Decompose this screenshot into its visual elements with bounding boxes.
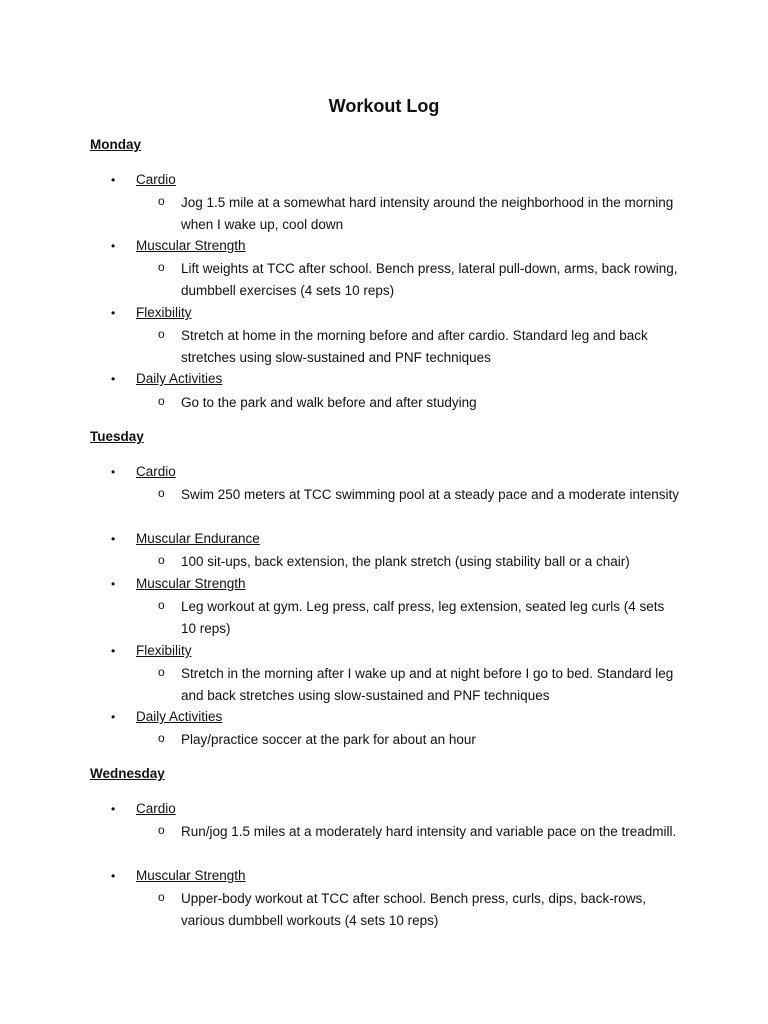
day-heading-monday: Monday	[90, 137, 142, 152]
sub-bullet-icon: o	[158, 327, 165, 341]
bullet-icon: •	[111, 577, 116, 591]
activity-detail: Swim 250 meters at TCC swimming pool at a steady pace and a moderate intensity	[181, 487, 679, 502]
category-label: Flexibility	[136, 305, 192, 320]
bullet-icon: •	[111, 802, 116, 816]
category-label: Muscular Strength	[136, 576, 246, 591]
sub-bullet-icon: o	[158, 731, 165, 745]
category-label: Flexibility	[136, 643, 192, 658]
activity-detail: Stretch in the morning after I wake up and at night before I go to bed. Standard leg and back stretches using slow-sustained and PNF techniques	[181, 666, 674, 704]
sub-bullet-icon: o	[158, 598, 165, 612]
sub-bullet-icon: o	[158, 194, 165, 208]
day-heading-wednesday: Wednesday	[90, 766, 165, 781]
sub-bullet-icon: o	[158, 823, 165, 837]
activity-detail: Leg workout at gym. Leg press, calf press, leg extension, seated leg curls (4 sets 10 reps)	[181, 599, 665, 637]
bullet-icon: •	[111, 710, 116, 724]
bullet-icon: •	[111, 465, 116, 479]
category-label: Cardio	[136, 172, 176, 187]
activity-detail: Lift weights at TCC after school. Bench press, lateral pull-down, arms, back rowing, dumbbell exercises (4 sets 10 reps)	[181, 261, 678, 299]
category-label: Cardio	[136, 464, 176, 479]
activity-detail: Stretch at home in the morning before and after cardio. Standard leg and back stretches using slow-sustained and PNF techniques	[181, 328, 648, 366]
bullet-icon: •	[111, 306, 116, 320]
activity-detail: Play/practice soccer at the park for about an hour	[181, 732, 476, 747]
day-heading-tuesday: Tuesday	[90, 429, 144, 444]
sub-bullet-icon: o	[158, 394, 165, 408]
category-label: Daily Activities	[136, 709, 223, 724]
bullet-icon: •	[111, 239, 116, 253]
activity-detail: 100 sit-ups, back extension, the plank stretch (using stability ball or a chair)	[181, 554, 630, 569]
category-label: Muscular Strength	[136, 238, 246, 253]
category-label: Cardio	[136, 801, 176, 816]
sub-bullet-icon: o	[158, 260, 165, 274]
activity-detail: Jog 1.5 mile at a somewhat hard intensity around the neighborhood in the morning when I wake up, cool down	[181, 195, 674, 233]
sub-bullet-icon: o	[158, 665, 165, 679]
sub-bullet-icon: o	[158, 890, 165, 904]
activity-detail: Go to the park and walk before and after studying	[181, 395, 477, 410]
bullet-icon: •	[111, 869, 116, 883]
activity-detail: Run/jog 1.5 miles at a moderately hard intensity and variable pace on the treadmill.	[181, 824, 677, 839]
bullet-icon: •	[111, 644, 116, 658]
activity-detail: Upper-body workout at TCC after school. Bench press, curls, dips, back-rows, various dumbbell workouts (4 sets 10 reps)	[181, 891, 646, 929]
category-label: Muscular Endurance	[136, 531, 260, 546]
bullet-icon: •	[111, 173, 116, 187]
page-title: Workout Log	[328, 96, 440, 116]
category-label: Daily Activities	[136, 371, 223, 386]
sub-bullet-icon: o	[158, 486, 165, 500]
bullet-icon: •	[111, 532, 116, 546]
sub-bullet-icon: o	[158, 553, 165, 567]
category-label: Muscular Strength	[136, 868, 246, 883]
bullet-icon: •	[111, 372, 116, 386]
